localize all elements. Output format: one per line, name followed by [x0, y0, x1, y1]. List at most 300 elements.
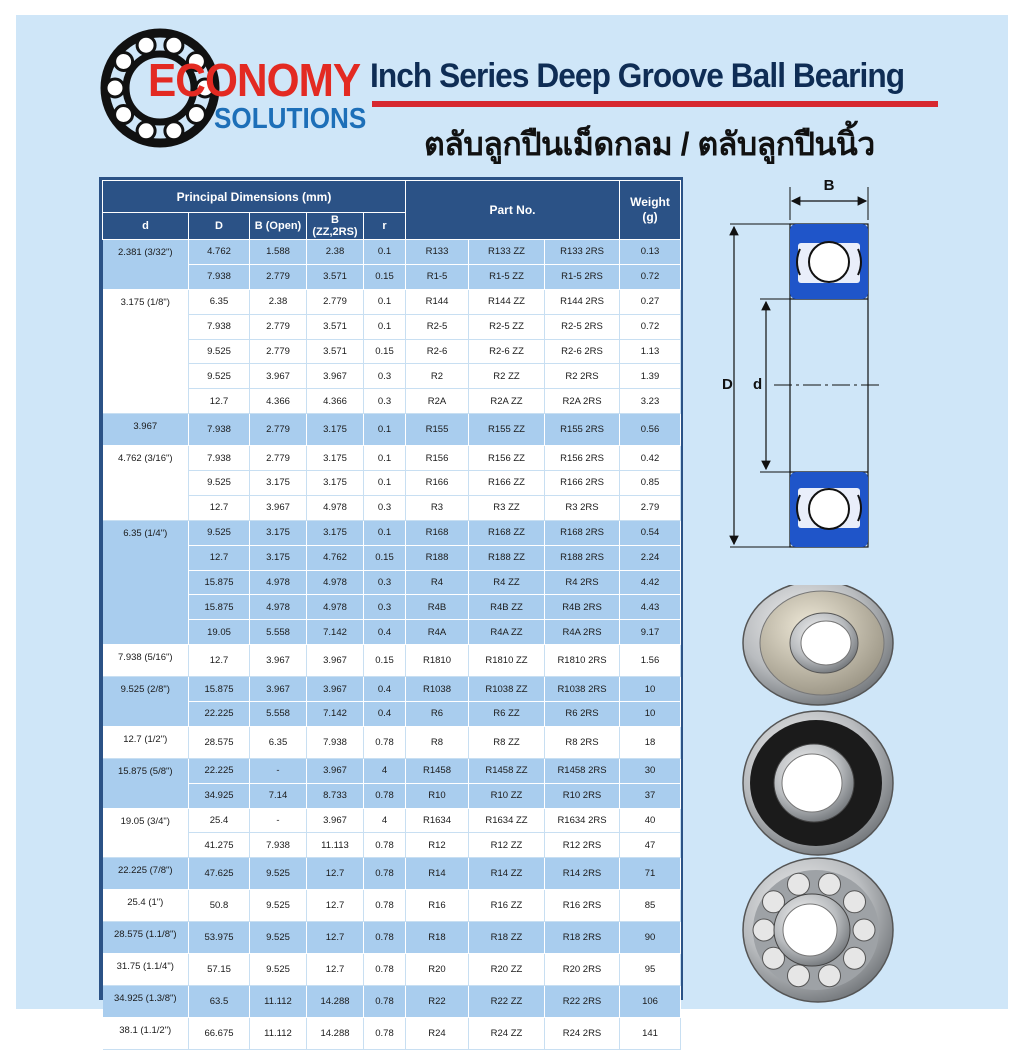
width-open-cell: 2.779 [250, 339, 307, 364]
outer-diameter-cell: 25.4 [189, 808, 250, 833]
width-open-cell: 11.112 [250, 985, 307, 1017]
part-2rs-cell: R10 2RS [545, 783, 620, 808]
col-header-d: d [103, 213, 189, 240]
outer-diameter-cell: 66.675 [189, 1017, 250, 1049]
radius-cell: 0.78 [364, 858, 406, 890]
table-row [103, 954, 681, 986]
width-open-cell: 3.967 [250, 495, 307, 520]
table-row [103, 808, 681, 833]
weight-cell: 141 [620, 1017, 681, 1049]
weight-cell: 1.13 [620, 339, 681, 364]
table-row [103, 339, 681, 364]
part-2rs-cell: R22 2RS [545, 985, 620, 1017]
radius-cell: 0.4 [364, 620, 406, 645]
table-row [103, 1017, 681, 1049]
part-zz-cell: R155 ZZ [469, 414, 545, 446]
table-row [103, 858, 681, 890]
logo-ball-icon [137, 36, 155, 54]
spec-table-body [103, 240, 681, 1050]
part-open-cell: R3 [406, 495, 469, 520]
part-open-cell: R24 [406, 1017, 469, 1049]
radius-cell: 0.78 [364, 890, 406, 922]
part-zz-cell: R20 ZZ [469, 954, 545, 986]
part-2rs-cell: R8 2RS [545, 726, 620, 758]
table-row [103, 758, 681, 783]
width-open-cell: 9.525 [250, 890, 307, 922]
part-zz-cell: R4A ZZ [469, 620, 545, 645]
radius-cell: 0.3 [364, 570, 406, 595]
part-open-cell: R144 [406, 289, 469, 314]
weight-cell: 90 [620, 922, 681, 954]
width-open-cell: 9.525 [250, 922, 307, 954]
width-sealed-cell: 7.142 [307, 620, 364, 645]
part-zz-cell: R1634 ZZ [469, 808, 545, 833]
part-zz-cell: R14 ZZ [469, 858, 545, 890]
part-zz-cell: R1038 ZZ [469, 677, 545, 702]
bore-diameter-cell: 2.381 (3/32") [103, 240, 189, 290]
width-open-cell: 4.978 [250, 570, 307, 595]
table-row [103, 389, 681, 414]
weight-cell: 0.42 [620, 446, 681, 471]
width-open-cell: 3.175 [250, 520, 307, 545]
weight-cell: 71 [620, 858, 681, 890]
part-open-cell: R1038 [406, 677, 469, 702]
weight-cell: 18 [620, 726, 681, 758]
table-row [103, 240, 681, 265]
part-open-cell: R22 [406, 985, 469, 1017]
logo-ball-icon [115, 106, 133, 124]
width-open-cell: 3.175 [250, 545, 307, 570]
weight-cell: 37 [620, 783, 681, 808]
outer-diameter-cell: 9.525 [189, 520, 250, 545]
width-sealed-cell: 3.571 [307, 339, 364, 364]
bearing-bottom-section-icon [790, 472, 868, 547]
weight-header: Weight (g) [620, 181, 681, 240]
width-sealed-cell: 3.967 [307, 808, 364, 833]
outer-diameter-cell: 53.975 [189, 922, 250, 954]
bearing-spec-table [99, 177, 683, 1039]
part-2rs-cell: R24 2RS [545, 1017, 620, 1049]
part-open-cell: R1634 [406, 808, 469, 833]
width-open-cell: 2.779 [250, 264, 307, 289]
part-open-cell: R188 [406, 545, 469, 570]
page-subtitle-thai: ตลับลูกปืนเม็ดกลม / ตลับลูกปืนนิ้ว [424, 126, 875, 162]
radius-cell: 0.15 [364, 339, 406, 364]
outer-diameter-cell: 7.938 [189, 264, 250, 289]
bore-diameter-cell: 22.225 (7/8") [103, 858, 189, 890]
table-row [103, 985, 681, 1017]
dimension-label-inner-d: d [753, 376, 763, 393]
radius-cell: 0.1 [364, 240, 406, 265]
radius-cell: 4 [364, 808, 406, 833]
outer-diameter-cell: 9.525 [189, 339, 250, 364]
radius-cell: 0.15 [364, 545, 406, 570]
radius-cell: 0.1 [364, 414, 406, 446]
part-zz-cell: R12 ZZ [469, 833, 545, 858]
table-row [103, 570, 681, 595]
width-sealed-cell: 7.938 [307, 726, 364, 758]
open-bearing-icon [743, 858, 893, 1002]
bearing-ball-icon [844, 947, 866, 969]
part-open-cell: R20 [406, 954, 469, 986]
part-2rs-cell: R144 2RS [545, 289, 620, 314]
radius-cell: 0.1 [364, 520, 406, 545]
radius-cell: 0.1 [364, 289, 406, 314]
bore-diameter-cell: 28.575 (1.1/8") [103, 922, 189, 954]
part-zz-cell: R18 ZZ [469, 922, 545, 954]
weight-cell: 10 [620, 677, 681, 702]
table-row [103, 595, 681, 620]
width-open-cell: 11.112 [250, 1017, 307, 1049]
weight-cell: 3.23 [620, 389, 681, 414]
width-sealed-cell: 3.967 [307, 758, 364, 783]
radius-cell: 0.1 [364, 446, 406, 471]
weight-cell: 1.56 [620, 645, 681, 677]
outer-diameter-cell: 63.5 [189, 985, 250, 1017]
width-sealed-cell: 14.288 [307, 985, 364, 1017]
logo-ball-icon [165, 36, 183, 54]
width-sealed-cell: 3.175 [307, 471, 364, 496]
width-sealed-cell: 3.967 [307, 364, 364, 389]
part-open-cell: R133 [406, 240, 469, 265]
table-row [103, 364, 681, 389]
outer-diameter-cell: 19.05 [189, 620, 250, 645]
table-row [103, 783, 681, 808]
table-row [103, 890, 681, 922]
weight-cell: 4.43 [620, 595, 681, 620]
part-2rs-cell: R2A 2RS [545, 389, 620, 414]
radius-cell: 0.78 [364, 783, 406, 808]
part-2rs-cell: R166 2RS [545, 471, 620, 496]
bore-diameter-cell: 12.7 (1/2") [103, 726, 189, 758]
part-2rs-cell: R1038 2RS [545, 677, 620, 702]
part-zz-cell: R2-5 ZZ [469, 314, 545, 339]
bearing-top-section-icon [790, 224, 868, 299]
weight-cell: 0.56 [620, 414, 681, 446]
part-2rs-cell: R6 2RS [545, 702, 620, 727]
outer-diameter-cell: 22.225 [189, 758, 250, 783]
bore-diameter-cell: 38.1 (1.1/2") [103, 1017, 189, 1049]
width-sealed-cell: 3.571 [307, 264, 364, 289]
table-row [103, 645, 681, 677]
part-2rs-cell: R1-5 2RS [545, 264, 620, 289]
logo-ball-icon [137, 122, 155, 140]
width-sealed-cell: 12.7 [307, 890, 364, 922]
part-2rs-cell: R14 2RS [545, 858, 620, 890]
part-zz-cell: R4B ZZ [469, 595, 545, 620]
part-zz-cell: R2-6 ZZ [469, 339, 545, 364]
part-2rs-cell: R12 2RS [545, 833, 620, 858]
width-open-cell: 2.779 [250, 314, 307, 339]
table-row [103, 289, 681, 314]
bore-diameter-cell: 6.35 (1/4") [103, 520, 189, 644]
weight-cell: 0.85 [620, 471, 681, 496]
part-open-cell: R2-5 [406, 314, 469, 339]
bore-diameter-cell: 25.4 (1") [103, 890, 189, 922]
part-zz-cell: R10 ZZ [469, 783, 545, 808]
outer-diameter-cell: 28.575 [189, 726, 250, 758]
table-row [103, 314, 681, 339]
width-open-cell: 2.779 [250, 446, 307, 471]
width-sealed-cell: 12.7 [307, 922, 364, 954]
width-sealed-cell: 12.7 [307, 954, 364, 986]
part-zz-cell: R2A ZZ [469, 389, 545, 414]
width-open-cell: 2.38 [250, 289, 307, 314]
table-row [103, 922, 681, 954]
width-sealed-cell: 4.762 [307, 545, 364, 570]
weight-cell: 0.13 [620, 240, 681, 265]
radius-cell: 0.1 [364, 471, 406, 496]
weight-cell: 47 [620, 833, 681, 858]
part-zz-cell: R4 ZZ [469, 570, 545, 595]
outer-diameter-cell: 15.875 [189, 595, 250, 620]
table-row [103, 677, 681, 702]
bearing-ball-icon [853, 919, 875, 941]
width-sealed-cell: 7.142 [307, 702, 364, 727]
width-open-cell: 5.558 [250, 620, 307, 645]
weight-cell: 95 [620, 954, 681, 986]
part-2rs-cell: R155 2RS [545, 414, 620, 446]
part-open-cell: R166 [406, 471, 469, 496]
part-open-cell: R168 [406, 520, 469, 545]
part-2rs-cell: R1458 2RS [545, 758, 620, 783]
bearing-ball-icon [819, 873, 841, 895]
radius-cell: 0.1 [364, 314, 406, 339]
part-zz-cell: R168 ZZ [469, 520, 545, 545]
part-zz-cell: R133 ZZ [469, 240, 545, 265]
bearing-ball-icon [819, 965, 841, 987]
part-2rs-cell: R168 2RS [545, 520, 620, 545]
weight-cell: 0.72 [620, 264, 681, 289]
width-open-cell: 3.175 [250, 471, 307, 496]
width-open-cell: 1.588 [250, 240, 307, 265]
weight-cell: 30 [620, 758, 681, 783]
width-open-cell: 7.938 [250, 833, 307, 858]
radius-cell: 0.4 [364, 702, 406, 727]
part-2rs-cell: R188 2RS [545, 545, 620, 570]
weight-cell: 40 [620, 808, 681, 833]
width-open-cell: 9.525 [250, 858, 307, 890]
width-open-cell: 3.967 [250, 677, 307, 702]
radius-cell: 0.4 [364, 677, 406, 702]
part-2rs-cell: R18 2RS [545, 922, 620, 954]
weight-cell: 0.72 [620, 314, 681, 339]
part-2rs-cell: R4B 2RS [545, 595, 620, 620]
part-2rs-cell: R1634 2RS [545, 808, 620, 833]
width-sealed-cell: 3.175 [307, 446, 364, 471]
width-sealed-cell: 4.366 [307, 389, 364, 414]
part-open-cell: R6 [406, 702, 469, 727]
bore-diameter-cell: 4.762 (3/16") [103, 446, 189, 521]
table-row [103, 726, 681, 758]
width-open-cell: 5.558 [250, 702, 307, 727]
part-open-cell: R8 [406, 726, 469, 758]
outer-diameter-cell: 12.7 [189, 645, 250, 677]
part-zz-cell: R1-5 ZZ [469, 264, 545, 289]
bearing-product-photos [736, 585, 906, 1005]
outer-diameter-cell: 15.875 [189, 677, 250, 702]
outer-diameter-cell: 34.925 [189, 783, 250, 808]
weight-cell: 0.27 [620, 289, 681, 314]
part-zz-cell: R16 ZZ [469, 890, 545, 922]
width-open-cell: 3.967 [250, 645, 307, 677]
width-sealed-cell: 11.113 [307, 833, 364, 858]
part-open-cell: R2 [406, 364, 469, 389]
part-open-cell: R4B [406, 595, 469, 620]
weight-cell: 85 [620, 890, 681, 922]
dimension-label-outer-d: D [722, 376, 733, 393]
part-zz-cell: R1458 ZZ [469, 758, 545, 783]
part-2rs-cell: R156 2RS [545, 446, 620, 471]
part-zz-cell: R144 ZZ [469, 289, 545, 314]
bearing-cross-section-diagram [710, 175, 930, 555]
outer-diameter-cell: 9.525 [189, 471, 250, 496]
table-row [103, 620, 681, 645]
title-underline [372, 101, 938, 107]
width-sealed-cell: 3.175 [307, 520, 364, 545]
col-header-outer-d: D [189, 213, 250, 240]
col-header-b-sealed: B (ZZ,2RS) [307, 213, 364, 240]
part-open-cell: R1458 [406, 758, 469, 783]
part-open-cell: R156 [406, 446, 469, 471]
radius-cell: 0.78 [364, 1017, 406, 1049]
outer-diameter-cell: 47.625 [189, 858, 250, 890]
part-open-cell: R4A [406, 620, 469, 645]
part-open-cell: R1810 [406, 645, 469, 677]
part-2rs-cell: R3 2RS [545, 495, 620, 520]
part-zz-cell: R2 ZZ [469, 364, 545, 389]
logo-ball-icon [115, 53, 133, 71]
weight-cell: 0.54 [620, 520, 681, 545]
radius-cell: 0.15 [364, 645, 406, 677]
part-zz-cell: R3 ZZ [469, 495, 545, 520]
bearing-ball-icon [844, 891, 866, 913]
radius-cell: 0.78 [364, 726, 406, 758]
logo-ball-icon [165, 122, 183, 140]
outer-diameter-cell: 41.275 [189, 833, 250, 858]
outer-diameter-cell: 9.525 [189, 364, 250, 389]
weight-cell: 10 [620, 702, 681, 727]
radius-cell: 0.78 [364, 954, 406, 986]
radius-cell: 0.3 [364, 364, 406, 389]
width-sealed-cell: 8.733 [307, 783, 364, 808]
logo-ball-icon [106, 79, 124, 97]
bore-diameter-cell: 19.05 (3/4") [103, 808, 189, 858]
width-sealed-cell: 3.175 [307, 414, 364, 446]
width-open-cell: 9.525 [250, 954, 307, 986]
table-row [103, 833, 681, 858]
radius-cell: 4 [364, 758, 406, 783]
radius-cell: 0.15 [364, 264, 406, 289]
width-sealed-cell: 4.978 [307, 595, 364, 620]
weight-cell: 1.39 [620, 364, 681, 389]
part-open-cell: R155 [406, 414, 469, 446]
page-title: Inch Series Deep Groove Ball Bearing [370, 57, 905, 95]
bearing-ball-icon [788, 965, 810, 987]
part-2rs-cell: R133 2RS [545, 240, 620, 265]
bore-diameter-cell: 3.175 (1/8") [103, 289, 189, 413]
weight-cell: 9.17 [620, 620, 681, 645]
width-open-cell: 4.978 [250, 595, 307, 620]
part-2rs-cell: R2 2RS [545, 364, 620, 389]
part-zz-cell: R22 ZZ [469, 985, 545, 1017]
bore-diameter-cell: 7.938 (5/16") [103, 645, 189, 677]
width-open-cell: - [250, 758, 307, 783]
table-row [103, 471, 681, 496]
outer-diameter-cell: 15.875 [189, 570, 250, 595]
width-sealed-cell: 4.978 [307, 570, 364, 595]
part-open-cell: R2-6 [406, 339, 469, 364]
outer-diameter-cell: 22.225 [189, 702, 250, 727]
table-row [103, 446, 681, 471]
part-zz-cell: R1810 ZZ [469, 645, 545, 677]
table-row [103, 545, 681, 570]
col-header-r: r [364, 213, 406, 240]
bearing-ball-icon [753, 919, 775, 941]
part-2rs-cell: R2-6 2RS [545, 339, 620, 364]
weight-cell: 106 [620, 985, 681, 1017]
part-2rs-cell: R16 2RS [545, 890, 620, 922]
part-open-cell: R4 [406, 570, 469, 595]
width-open-cell: 3.967 [250, 364, 307, 389]
width-open-cell: 7.14 [250, 783, 307, 808]
width-sealed-cell: 3.967 [307, 677, 364, 702]
radius-cell: 0.3 [364, 389, 406, 414]
part-zz-cell: R188 ZZ [469, 545, 545, 570]
dimension-label-b: B [823, 177, 835, 194]
bore-diameter-cell: 15.875 (5/8") [103, 758, 189, 808]
part-open-cell: R14 [406, 858, 469, 890]
weight-cell: 2.24 [620, 545, 681, 570]
outer-diameter-cell: 57.15 [189, 954, 250, 986]
part-zz-cell: R24 ZZ [469, 1017, 545, 1049]
weight-cell: 2.79 [620, 495, 681, 520]
radius-cell: 0.3 [364, 595, 406, 620]
spec-table [102, 180, 681, 1050]
width-sealed-cell: 2.779 [307, 289, 364, 314]
bore-diameter-cell: 3.967 [103, 414, 189, 446]
outer-diameter-cell: 12.7 [189, 389, 250, 414]
part-2rs-cell: R4 2RS [545, 570, 620, 595]
bore-diameter-cell: 31.75 (1.1/4") [103, 954, 189, 986]
part-zz-cell: R156 ZZ [469, 446, 545, 471]
logo-ball-icon [187, 106, 205, 124]
bearing-ball-icon [788, 873, 810, 895]
table-row [103, 520, 681, 545]
outer-diameter-cell: 7.938 [189, 314, 250, 339]
part-open-cell: R12 [406, 833, 469, 858]
radius-cell: 0.3 [364, 495, 406, 520]
width-open-cell: 6.35 [250, 726, 307, 758]
width-sealed-cell: 4.978 [307, 495, 364, 520]
table-row [103, 702, 681, 727]
weight-cell: 4.42 [620, 570, 681, 595]
part-open-cell: R1-5 [406, 264, 469, 289]
outer-diameter-cell: 50.8 [189, 890, 250, 922]
width-sealed-cell: 3.967 [307, 645, 364, 677]
zz-shielded-bearing-icon [743, 585, 893, 705]
outer-diameter-cell: 12.7 [189, 545, 250, 570]
table-row [103, 495, 681, 520]
outer-diameter-cell: 12.7 [189, 495, 250, 520]
width-sealed-cell: 12.7 [307, 858, 364, 890]
principal-dimensions-header: Principal Dimensions (mm) [103, 181, 406, 213]
radius-cell: 0.78 [364, 833, 406, 858]
width-sealed-cell: 2.38 [307, 240, 364, 265]
width-open-cell: 4.366 [250, 389, 307, 414]
outer-diameter-cell: 4.762 [189, 240, 250, 265]
width-open-cell: - [250, 808, 307, 833]
